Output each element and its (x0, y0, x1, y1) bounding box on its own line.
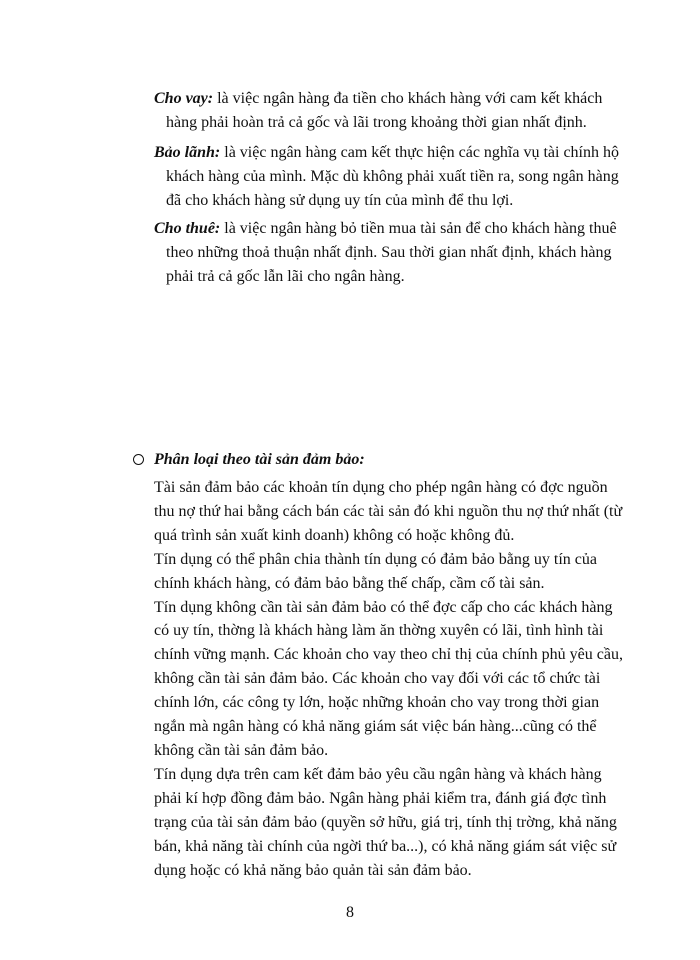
definition-line: hàng phải hoàn trả cả gốc và lãi trong khoảng thời gian nhất định. (166, 114, 587, 131)
page-number: 8 (346, 904, 354, 921)
definition-line (154, 217, 654, 241)
body-line: không cần tài sản đảm bảo. Các khoản cho vay đối với các tổ chức tài (154, 670, 601, 688)
body-line: chính khách hàng, có đảm bảo bằng thế chấp, cầm cố tài sản. (154, 574, 545, 592)
definition-line (154, 141, 654, 165)
body-line: chính lớn, các công ty lớn, hoặc những khoản cho vay trong thời gian (154, 694, 600, 712)
definition-term: Cho vay: (154, 90, 214, 107)
body-line: phải kí hợp đồng đảm bảo. Ngân hàng phải kiểm tra, đánh giá đợc tình (154, 789, 607, 807)
body-line: thu nợ thứ hai bằng cách bán các tài sản đó khi nguồn thu nợ thứ nhất (từ (154, 502, 623, 520)
body-line: trạng của tài sản đảm bảo (quyền sở hữu, giá trị, tính thị trờng, khả năng (154, 813, 617, 831)
body-line: Tín dụng không cần tài sản đảm bảo có thể đợc cấp cho các khách hàng (154, 598, 613, 616)
body-line: chính vững mạnh. Các khoản cho vay theo chỉ thị của chính phủ yêu cầu, (154, 646, 623, 664)
definition-text: là việc ngân hàng bỏ tiền mua tài sản để cho khách hàng thuê (220, 220, 617, 237)
body-line: Tín dụng có thể phân chia thành tín dụng có đảm bảo bằng uy tín của (154, 550, 597, 568)
definition-line: đã cho khách hàng sử dụng uy tín của mình để thu lợi. (166, 192, 514, 209)
definition-line: phải trả cả gốc lẫn lãi cho ngân hàng. (166, 268, 405, 285)
definition-text: là việc ngân hàng đa tiền cho khách hàng với cam kết khách (213, 90, 603, 107)
body-line: có uy tín, thờng là khách hàng làm ăn thờng xuyên có lãi, tình hình tài (154, 622, 604, 640)
section-heading (133, 448, 365, 472)
section-heading-text: Phân loại theo tài sản đảm bảo: (154, 451, 365, 468)
body-line: quá trình sản xuất kinh doanh) không có hoặc không đủ. (154, 526, 515, 544)
body-line: ngắn mà ngân hàng có khả năng giám sát việc bán hàng...cũng có thể (154, 718, 597, 736)
body-line: bán, khả năng tài chính của ngời thứ ba...), có khả năng giám sát việc sử (154, 837, 617, 855)
body-line: dụng hoặc có khả năng bảo quản tài sản đảm bảo. (154, 861, 472, 879)
definition-cho-thue (154, 217, 654, 289)
definition-term: Cho thuê: (154, 220, 221, 237)
body-line: Tín dụng dựa trên cam kết đảm bảo yêu cầu ngân hàng và khách hàng (154, 765, 602, 783)
definition-bao-lanh (154, 141, 654, 213)
definition-term: Bảo lãnh: (154, 144, 221, 161)
definition-line: theo những thoả thuận nhất định. Sau thời gian nhất định, khách hàng (166, 244, 612, 261)
definition-line (154, 87, 654, 111)
circle-bullet-icon (133, 454, 144, 465)
body-line: Tài sản đảm bảo các khoản tín dụng cho phép ngân hàng có đợc nguồn (154, 479, 608, 496)
section-body (154, 476, 656, 882)
body-line: không cần tài sản đảm bảo. (154, 741, 329, 759)
definition-line: khách hàng của mình. Mặc dù không phải xuất tiền ra, song ngân hàng (166, 168, 619, 185)
definition-cho-vay (154, 87, 654, 135)
definition-text: là việc ngân hàng cam kết thực hiện các nghĩa vụ tài chính hộ (220, 144, 619, 161)
